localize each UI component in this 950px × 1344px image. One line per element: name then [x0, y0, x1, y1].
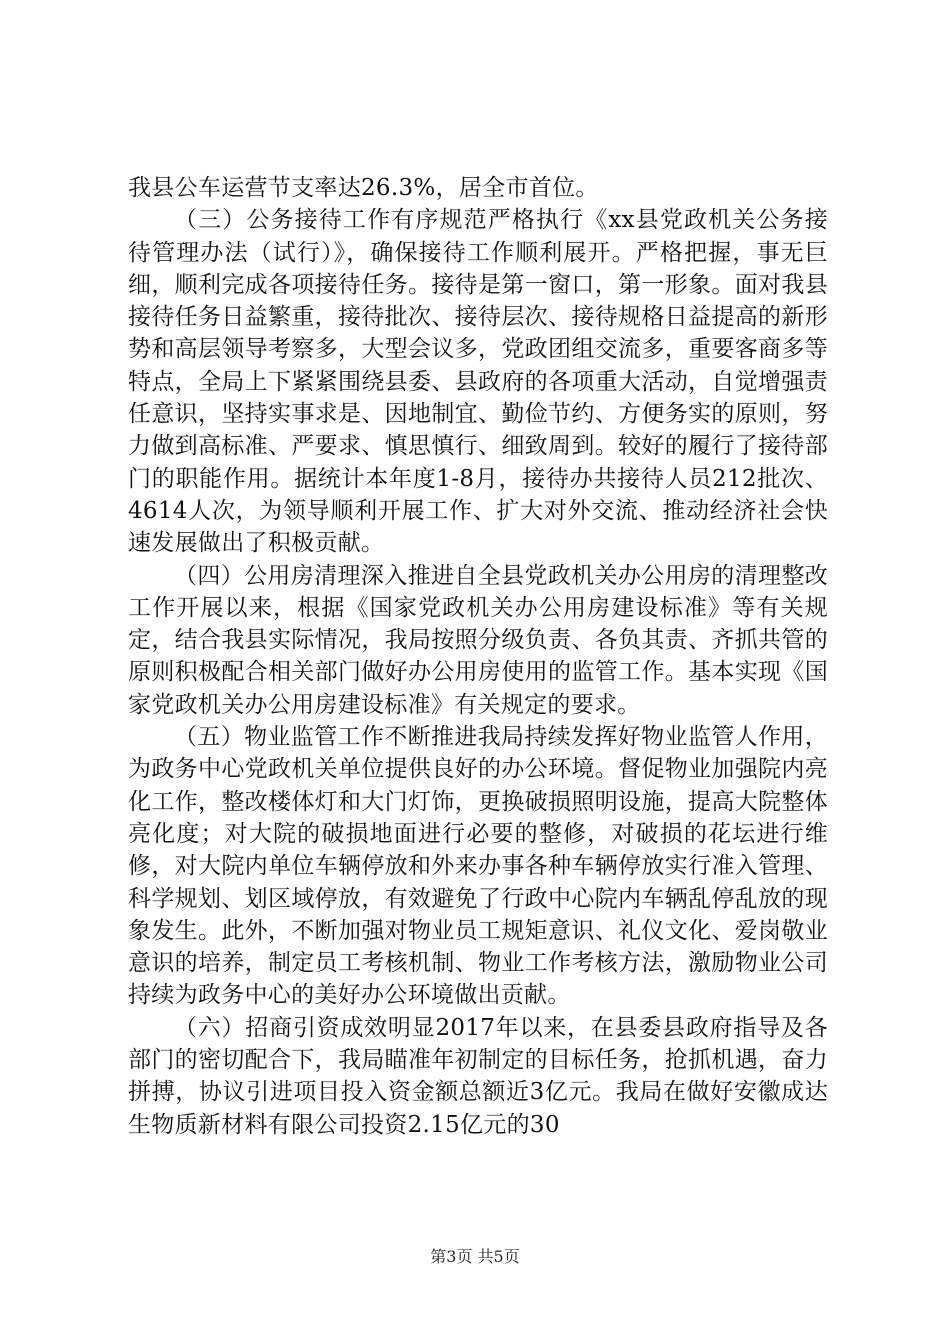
paragraph-4: （五）物业监管工作不断推进我局持续发挥好物业监管人作用，为政务中心党政机关单位提供良好的办公环境。督促物业加强院内亮化工作，整改楼体灯和大门灯饰，更换破损照明设施，提高大院整体亮化度；对大院的破损地面进行必要的整修，对破损的花坛进行维修，对大院内单位车辆停放和外来办事各种车辆停放实行准入管理、科学规划、划区域停放，有效避免了行政中心院内车辆乱停乱放的现象发生。此外，不断加强对物业员工规矩意识、礼仪文化、爱岗敬业意识的培养，制定员工考核机制、物业工作考核方法，激励物业公司持续为政务中心的美好办公环境做出贡献。 — [128, 724, 828, 1009]
paragraph-1: 我县公车运营节支率达26.3%，居全市首位。 — [128, 175, 599, 201]
paragraph-5: （六）招商引资成效明显2017年以来，在县委县政府指导及各部门的密切配合下，我局瞄准年初制定的目标任务，抢抓机遇，奋力拼搏，协议引进项目投入资金额总额近3亿元。我局在做好安徽成达生物质新材料有限公司投资2.15亿元的30 — [128, 1014, 828, 1138]
paragraph-3: （四）公用房清理深入推进自全县党政机关办公用房的清理整改工作开展以来，根据《国家党政机关办公用房建设标准》等有关规定，结合我县实际情况，我局按照分级负责、各负其责、齐抓共管的原则积极配合相关部门做好办公用房使用的监管工作。基本实现《国家党政机关办公用房建设标准》有关规定的要求。 — [128, 562, 828, 718]
page-number-footer: 第3页 共5页 — [430, 1247, 520, 1266]
paragraph-2: （三）公务接待工作有序规范严格执行《xx县党政机关公务接待管理办法（试行）》，确保接待工作顺利展开。严格把握，事无巨细，顺利完成各项接待任务。接待是第一窗口，第一形象。面对我县接待任务日益繁重，接待批次、接待层次、接待规格日益提高的新形势和高层领导考察多，大型会议多，党政团组交流多，重要客商多等特点，全局上下紧紧围绕县委、县政府的各项重大活动，自觉增强责任意识，坚持实事求是、因地制宜、勤俭节约、方便务实的原则，努力做到高标准、严要求、慎思慎行、细致周到。较好的履行了接待部门的职能作用。据统计本年度1-8月，接待办共接待人员212批次、4614人次，为领导顺利开展工作、扩大对外交流、推动经济社会快速发展做出了积极贡献。 — [128, 207, 828, 557]
document-body — [128, 172, 828, 1141]
